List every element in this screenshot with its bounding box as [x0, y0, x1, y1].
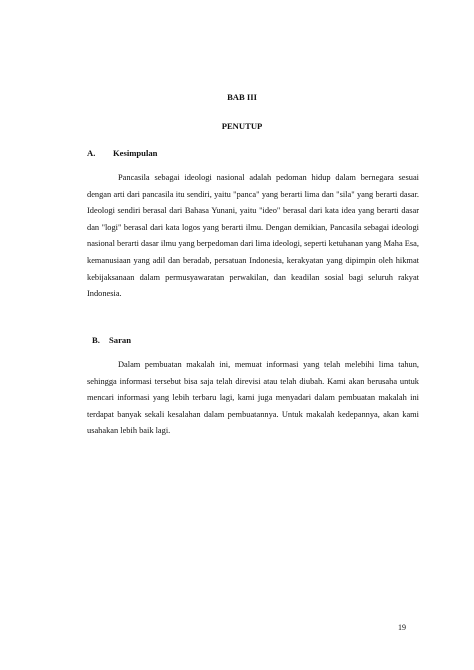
section-number: B.: [92, 335, 100, 345]
chapter-label: BAB III: [227, 92, 257, 102]
conclusion-paragraph: Pancasila sebagai ideologi nasional adalah pedoman hidup dalam bernegara sesuai dengan arti dari pancasila itu sendiri, yaitu "panca" yang berarti lima dan "sila" yang berarti dasar. Ideologi sendiri berasal dari Bahasa Yunani, yaitu "ideo" berasal dari kata idea yang berarti dasar dan "logi" berasal dari kata logos yang berarti ilmu. Dengan demikian, Pancasila sebagai ideologi nasional berarti dasar ilmu yang berpedoman dari lima ideologi, seperti ketuhanan yang Maha Esa, kemanusiaan yang adil dan beradab, persatuan Indonesia, kerakyatan yang dipimpin oleh hikmat kebijaksanaan dalam permusyawaratan perwakilan, dan keadilan sosial bagi seluruh rakyat Indonesia.: [87, 173, 419, 299]
page-number: 19: [398, 623, 406, 632]
suggestion-paragraph: Dalam pembuatan makalah ini, memuat informasi yang telah melebihi lima tahun, sehingga informasi tersebut bisa saja telah direvisi atau telah diubah. Kami akan berusaha untuk mencari informasi yang lebih terbaru lagi, kami juga menyadari dalam pembuatan makalah ini terdapat banyak sekali kesalahan dalam pembuatannya. Untuk makalah kedepannya, akan kami usahakan lebih baik lagi.: [87, 360, 419, 436]
section-heading-kesimpulan: [87, 148, 157, 158]
section-number: A.: [87, 148, 96, 158]
section-heading-saran: [92, 335, 131, 345]
chapter-title: PENUTUP: [221, 121, 263, 131]
section-title: Saran: [109, 335, 131, 345]
section-title: Kesimpulan: [113, 148, 158, 158]
